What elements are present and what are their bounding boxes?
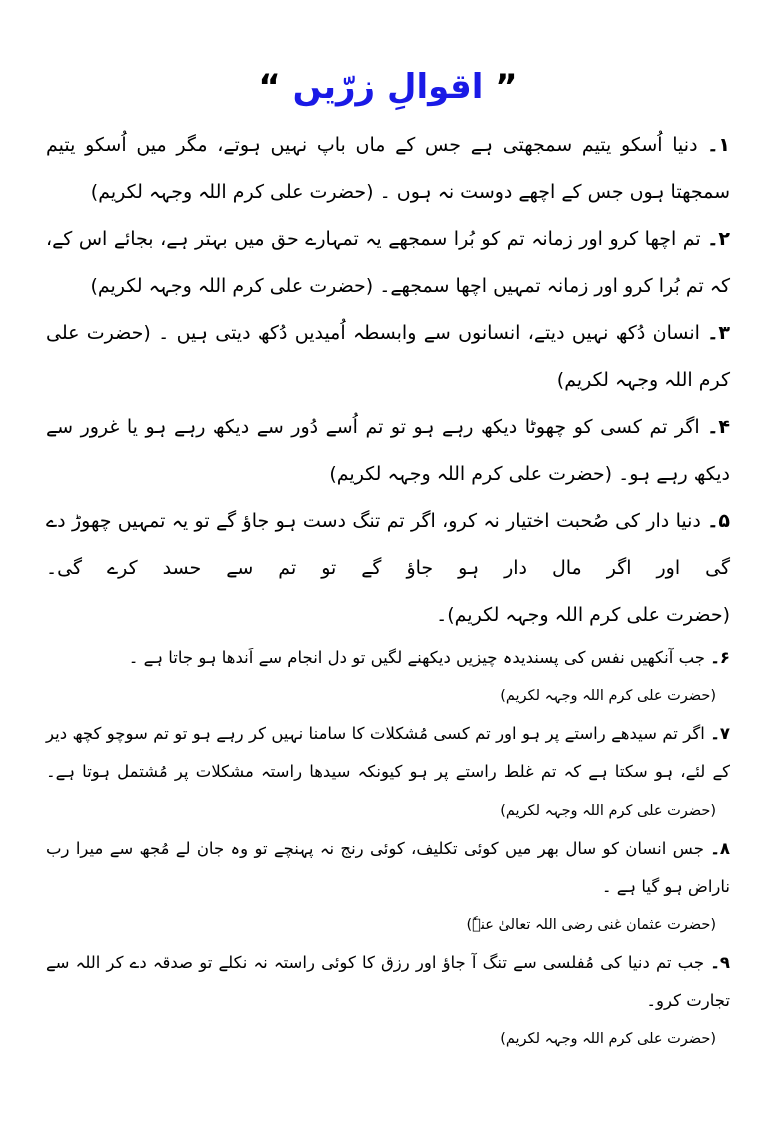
saying-attribution: (حضرت علی کرم اللہ وجہہ لکریم) — [90, 275, 374, 297]
saying-attribution: (حضرت علی کرم اللہ وجہہ لکریم) — [500, 803, 716, 819]
sayings-list — [46, 122, 730, 1058]
saying-number: ۶۔ — [710, 648, 730, 667]
saying-text: دنیا اُسکو یتیم سمجھتی ہے جس کے ماں باپ نہیں ہوتے، مگر میں اُسکو یتیم سمجھتا ہوں جس کے اچھے دوست نہ ہوں ۔ — [46, 134, 730, 203]
saying-text: اگر تم کسی کو چھوٹا دیکھ رہے ہو تو تم اُسے دُور سے دیکھ رہے ہو یا غرور سے دیکھ رہے ہو۔ — [46, 416, 730, 485]
saying-text: جس انسان کو سال بھر میں کوئی تکلیف، کوئی رنج نہ پہنچے تو وہ جان لے مُجھ سے میرا رب ناراض ہو گیا ہے ۔ — [46, 839, 730, 896]
saying-4 — [46, 404, 730, 498]
saying-number: ۴۔ — [707, 416, 730, 438]
saying-paragraph — [46, 639, 730, 677]
saying-attribution: (حضرت علی کرم اللہ وجہہ لکریم) — [500, 1031, 716, 1047]
saying-number: ۳۔ — [707, 322, 730, 344]
saying-paragraph — [46, 404, 730, 498]
saying-9 — [46, 944, 730, 1058]
saying-number: ۸۔ — [710, 839, 730, 858]
title-open-quote: ” — [495, 67, 518, 107]
saying-paragraph — [46, 715, 730, 830]
saying-attribution: (حضرت علی کرم اللہ وجہہ لکریم)۔ — [436, 604, 730, 626]
saying-7 — [46, 715, 730, 830]
saying-attribution: (حضرت علی کرم اللہ وجہہ لکریم) — [46, 322, 730, 391]
title-text: اقوالِ زرّیں — [292, 67, 484, 107]
saying-5 — [46, 498, 730, 639]
saying-text: دنیا دار کی صُحبت اختیار نہ کرو، اگر تم تنگ دست ہو جاؤ گے تو یہ تمہیں چھوڑ دے گی اور اگر مال دار ہو جاؤ گے تو تم سے حسد کرے گی۔ — [46, 510, 730, 579]
saying-number: ۹۔ — [710, 953, 730, 972]
saying-text: انسان دُکھ نہیں دیتے، انسانوں سے وابسطہ اُمیدیں دُکھ دیتی ہیں ۔ — [158, 322, 700, 344]
saying-text: جب آنکھیں نفس کی پسندیدہ چیزیں دیکھنے لگیں تو دل انجام سے اَندھا ہو جاتا ہے ۔ — [128, 648, 705, 667]
saying-attribution: (حضرت عثمان غنی رضی اللہ تعالیٰ عنہٗ) — [466, 917, 716, 933]
saying-paragraph — [46, 310, 730, 404]
saying-6 — [46, 639, 730, 715]
saying-paragraph — [46, 122, 730, 216]
saying-number: ۱۔ — [707, 134, 730, 156]
saying-number: ۲۔ — [707, 228, 730, 250]
saying-paragraph — [46, 830, 730, 906]
saying-paragraph — [46, 944, 730, 1020]
saying-attribution: (حضرت علی کرم اللہ وجہہ لکریم) — [500, 688, 716, 704]
saying-paragraph — [46, 216, 730, 310]
saying-text: جب تم دنیا کی مُفلسی سے تنگ آ جاؤ اور رزق کا کوئی راستہ نہ نکلے تو صدقہ دے کر اللہ سے تجارت کرو۔ — [46, 953, 730, 1010]
saying-number: ۵۔ — [707, 510, 730, 532]
title-close-quote: “ — [258, 67, 281, 107]
saying-2 — [46, 216, 730, 310]
saying-attribution: (حضرت علی کرم اللہ وجہہ لکریم) — [329, 463, 613, 485]
saying-text: اگر تم سیدھے راستے پر ہو اور تم کسی مُشکلات کا سامنا نہیں کر رہے ہو تو تم سوچو کچھ دیر کے لئے، ہو سکتا ہے کہ تم غلط راستے پر ہو کیونکہ سیدھا راستہ مشکلات پر مُشتمل ہوتا ہے۔ — [46, 724, 730, 781]
saying-attribution: (حضرت علی کرم اللہ وجہہ لکریم) — [90, 181, 374, 203]
saying-8 — [46, 830, 730, 944]
page-title — [46, 62, 730, 118]
saying-3 — [46, 310, 730, 404]
saying-paragraph — [46, 498, 730, 639]
document-page — [46, 62, 730, 1058]
saying-1 — [46, 122, 730, 216]
saying-text: تم اچھا کرو اور زمانہ تم کو بُرا سمجھے یہ تمہارے حق میں بہتر ہے، بجائے اس کے، کہ تم بُرا کرو اور زمانہ تمہیں اچھا سمجھے۔ — [46, 228, 730, 297]
saying-number: ۷۔ — [710, 724, 730, 743]
